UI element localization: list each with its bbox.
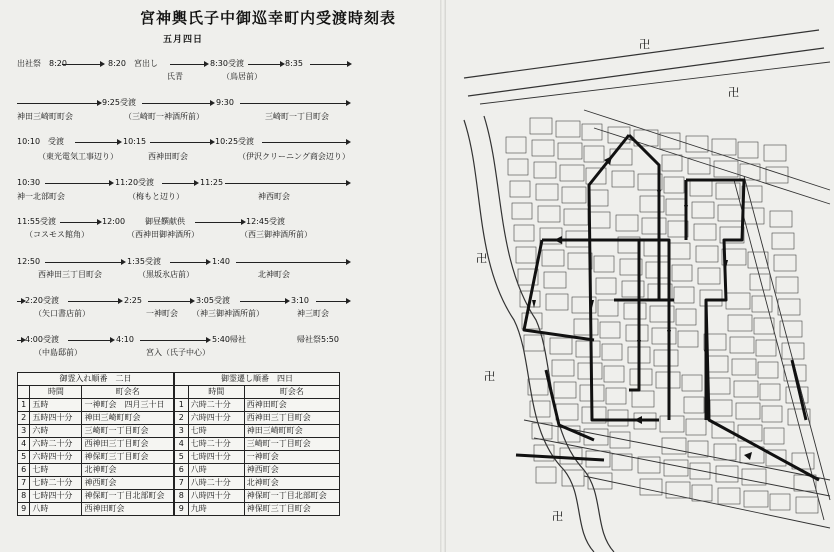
table-title: 御霊遷し順番 四日 — [175, 373, 340, 386]
map-block — [756, 340, 776, 356]
map-block — [698, 268, 720, 284]
page-subtitle: 五月四日 — [163, 35, 204, 45]
map-block — [744, 491, 768, 507]
schedule-entry: 8:20 宮出し — [108, 59, 158, 68]
schedule-entry: 氏青 — [167, 72, 183, 81]
schedule-entry: 12:50 — [17, 257, 41, 266]
schedule-entry: （黒坂氷店前） — [138, 270, 194, 279]
time-cell: 七時二十分 — [188, 438, 244, 451]
schedule-entry: 8:30受渡 — [210, 59, 244, 68]
table-row — [175, 451, 340, 464]
map-block — [558, 143, 582, 159]
table-row — [18, 412, 174, 425]
table-row — [175, 425, 340, 438]
map-block — [530, 118, 552, 134]
row-number: 2 — [175, 412, 189, 425]
map-block — [556, 121, 580, 137]
map-block — [538, 206, 560, 222]
row-number: 9 — [18, 503, 30, 516]
map-block — [726, 293, 750, 309]
map-block — [738, 142, 758, 158]
schedule-entry: （東光電気工事辺り） — [38, 152, 118, 161]
map-block — [512, 203, 532, 219]
schedule-entry: （神三御神酒所前） — [192, 309, 264, 318]
time-cell: 八時 — [30, 503, 82, 516]
table-row — [175, 438, 340, 451]
time-cell: 八時二十分 — [188, 477, 244, 490]
town-cell: 神西町会 — [244, 464, 339, 477]
timeline-arrow — [68, 301, 118, 302]
schedule-entry: 10:10 受渡 — [17, 137, 65, 146]
map-block — [672, 265, 692, 281]
map-block — [552, 360, 574, 376]
map-block — [516, 247, 536, 263]
map-block — [744, 208, 764, 224]
map-block — [674, 287, 694, 303]
temple-marker-icon: 卍 — [728, 86, 739, 99]
map-block — [776, 277, 798, 293]
row-number: 6 — [18, 464, 30, 477]
schedule-entry: 宮入（氏子中心） — [146, 348, 210, 357]
page-title: 宮神輿氏子中御巡幸町内受渡時刻表 — [140, 9, 397, 27]
row-number: 8 — [175, 490, 189, 503]
town-cell: 神保町三丁目町会 — [82, 451, 174, 464]
timeline-arrow — [45, 183, 109, 184]
town-cell: 一神町会 — [244, 451, 339, 464]
schedule-entry: 三崎町一丁目町会 — [265, 112, 329, 121]
town-cell: 三崎町一丁目町会 — [82, 425, 174, 438]
map-block — [652, 328, 676, 344]
map-block — [550, 338, 572, 354]
table-goryo-ire — [17, 372, 174, 516]
timeline-arrow — [225, 183, 346, 184]
map-block — [728, 315, 752, 331]
timeline-arrow — [17, 103, 97, 104]
schedule-entry: （西三御神酒所前） — [240, 230, 312, 239]
schedule-entry: 2:20受渡 — [25, 296, 59, 305]
map-block — [604, 366, 624, 382]
map-block — [708, 378, 730, 394]
map-block — [764, 428, 784, 444]
map-block — [666, 199, 686, 215]
schedule-entry: 神田三崎町町会 — [17, 112, 73, 121]
map-block — [524, 335, 544, 351]
schedule-entry: （コスモス館角） — [25, 230, 89, 239]
timeline-arrow — [150, 142, 210, 143]
town-cell: 北神町会 — [82, 464, 174, 477]
schedule-entry: （矢口書店前） — [34, 309, 90, 318]
map-block — [758, 362, 778, 378]
schedule-entry: 北神町会 — [258, 270, 290, 279]
time-cell: 六時四十分 — [188, 412, 244, 425]
timeline-arrow — [316, 301, 346, 302]
time-cell: 八時四十分 — [188, 490, 244, 503]
map-block — [678, 331, 698, 347]
timeline-arrow — [310, 64, 347, 65]
map-block — [752, 296, 772, 312]
map-block — [562, 187, 586, 203]
map-block — [584, 146, 604, 162]
map-block — [710, 400, 732, 416]
map-block — [730, 337, 754, 353]
row-number: 5 — [18, 451, 30, 464]
map-block — [554, 382, 576, 398]
table-header-blank — [175, 386, 189, 399]
town-cell: 西神田町会 — [244, 399, 339, 412]
row-number: 4 — [18, 438, 30, 451]
map-block — [616, 215, 638, 231]
temple-marker-icon: 卍 — [484, 370, 495, 383]
schedule-entry: 10:15 — [123, 137, 147, 146]
schedule-entry: 出社祭 8:20 — [17, 59, 67, 68]
time-cell: 五時 — [30, 399, 82, 412]
timeline-arrow — [162, 183, 194, 184]
time-cell: 八時 — [188, 464, 244, 477]
map-block — [574, 319, 598, 335]
time-cell: 九時 — [188, 503, 244, 516]
table-row — [175, 399, 340, 412]
table-goryo-utsushi — [174, 372, 340, 516]
map-block — [664, 177, 684, 193]
map-block — [696, 246, 718, 262]
map-block — [732, 359, 756, 375]
row-number: 3 — [175, 425, 189, 438]
row-number: 3 — [18, 425, 30, 438]
temple-marker-icon: 卍 — [476, 252, 487, 265]
table-row — [18, 477, 174, 490]
table-row — [18, 451, 174, 464]
map-block — [700, 290, 722, 306]
timeline-arrow — [240, 301, 285, 302]
map-block — [718, 488, 740, 504]
map-block — [750, 274, 770, 290]
schedule-entry: 1:40 — [212, 257, 230, 266]
map-block — [632, 391, 654, 407]
timeline-arrow — [142, 103, 210, 104]
table-row — [18, 425, 174, 438]
map-block — [626, 325, 648, 341]
row-number: 2 — [18, 412, 30, 425]
row-number: 8 — [18, 490, 30, 503]
map-block — [594, 256, 614, 272]
table-title: 御霊入れ順番 二日 — [18, 373, 174, 386]
schedule-entry: 一神町会 — [146, 309, 178, 318]
time-cell: 六時 — [30, 425, 82, 438]
table-row — [175, 412, 340, 425]
map-block — [642, 218, 666, 234]
map-block — [688, 158, 710, 174]
map-block — [608, 410, 628, 426]
map-block — [690, 180, 712, 196]
map-block — [796, 497, 818, 513]
map-block — [560, 448, 582, 464]
map-block — [514, 225, 534, 241]
schedule-entry: 3:05受渡 — [196, 296, 230, 305]
map-block — [684, 397, 704, 413]
table-header: 時間 — [188, 386, 244, 399]
timeline-arrow — [75, 142, 117, 143]
map-block — [544, 272, 566, 288]
map-block — [536, 467, 556, 483]
timeline-arrow — [62, 64, 100, 65]
schedule-entry: 10:30 — [17, 178, 41, 187]
map-block — [596, 278, 616, 294]
map-block — [762, 406, 782, 422]
row-number: 6 — [175, 464, 189, 477]
timeline-arrow — [17, 340, 21, 341]
map-block — [556, 404, 578, 420]
map-block — [764, 145, 786, 161]
schedule-entry: 神三町会 — [297, 309, 329, 318]
timeline-arrow — [170, 262, 206, 263]
town-cell: 西神田町会 — [82, 503, 174, 516]
map-block — [506, 137, 526, 153]
table-row — [175, 503, 340, 516]
map-block — [622, 281, 644, 297]
table-row — [175, 490, 340, 503]
map-block — [564, 209, 588, 225]
timeline-arrow — [170, 64, 204, 65]
route-map — [444, 0, 834, 552]
temple-marker-icon: 卍 — [552, 510, 563, 523]
timeline-arrow — [17, 301, 21, 302]
map-block — [560, 165, 584, 181]
time-cell: 七時 — [188, 425, 244, 438]
schedule-entry: 5:40帰社 — [212, 335, 246, 344]
timeline-arrow — [140, 340, 206, 341]
map-block — [734, 381, 758, 397]
map-block — [602, 344, 622, 360]
map-block — [774, 255, 796, 271]
town-cell: 神田三崎町町会 — [82, 412, 174, 425]
row-number: 7 — [18, 477, 30, 490]
town-cell: 西神田三丁目町会 — [82, 438, 174, 451]
map-block — [692, 485, 712, 501]
schedule-entry: 12:45受渡 — [246, 217, 286, 226]
map-block — [582, 124, 602, 140]
schedule-entry: 12:00 — [102, 217, 126, 226]
map-block — [770, 494, 790, 510]
town-cell: 三崎町一丁目町会 — [244, 438, 339, 451]
town-cell: 神保町三丁目町会 — [244, 503, 339, 516]
schedule-entry: 10:25受渡 — [215, 137, 255, 146]
map-block — [588, 190, 608, 206]
town-cell: 神保町一丁目北部町会 — [82, 490, 174, 503]
schedule-entry: 4:00受渡 — [25, 335, 59, 344]
map-block — [692, 202, 714, 218]
map-block — [714, 161, 738, 177]
map-block — [770, 211, 792, 227]
table-header-blank — [18, 386, 30, 399]
table-header: 町会名 — [244, 386, 339, 399]
row-number: 4 — [175, 438, 189, 451]
timeline-arrow — [236, 262, 346, 263]
map-block — [612, 171, 634, 187]
schedule-entry: 神西町会 — [258, 192, 290, 201]
map-block — [706, 356, 728, 372]
town-cell: 西神田三丁目町会 — [244, 412, 339, 425]
map-block — [576, 341, 600, 357]
timeline-arrow — [262, 142, 346, 143]
row-number: 7 — [175, 477, 189, 490]
map-block — [662, 438, 686, 454]
table-row — [175, 464, 340, 477]
schedule-entry: 11:25 — [200, 178, 224, 187]
schedule-entry: 3:10 — [291, 296, 309, 305]
timeline-arrow — [148, 301, 190, 302]
table-row — [175, 477, 340, 490]
map-block — [644, 240, 668, 256]
map-block — [534, 162, 556, 178]
map-block — [716, 183, 740, 199]
map-block — [542, 250, 564, 266]
row-number: 9 — [175, 503, 189, 516]
time-cell: 五時四十分 — [30, 412, 82, 425]
schedule-entry: 9:30 — [216, 98, 234, 107]
table-row — [18, 399, 174, 412]
town-cell: 一神町会 四月三十日 — [82, 399, 174, 412]
schedule-entry: 8:35 — [285, 59, 303, 68]
time-cell: 六時四十分 — [30, 451, 82, 464]
map-block — [536, 184, 558, 200]
map-block — [546, 294, 568, 310]
map-block — [630, 369, 652, 385]
map-block — [598, 300, 618, 316]
time-cell: 六時二十分 — [30, 438, 82, 451]
town-cell: 神西町会 — [82, 477, 174, 490]
schedule-entry: 御昼饌献供 — [145, 217, 185, 226]
row-number: 1 — [18, 399, 30, 412]
map-block — [660, 416, 684, 432]
time-cell: 七時二十分 — [30, 477, 82, 490]
schedule-entry: 帰社祭5:50 — [297, 335, 339, 344]
timeline-arrow — [240, 103, 346, 104]
map-block — [608, 127, 630, 143]
map-block — [600, 322, 620, 338]
table-row — [18, 438, 174, 451]
town-cell: 北神町会 — [244, 477, 339, 490]
map-block — [760, 384, 780, 400]
map-block — [782, 343, 804, 359]
town-cell: 神田三崎町町会 — [244, 425, 339, 438]
map-block — [670, 243, 690, 259]
schedule-entry: 1:35受渡 — [127, 257, 161, 266]
map-block — [590, 212, 610, 228]
table-row — [18, 490, 174, 503]
time-cell: 七時四十分 — [188, 451, 244, 464]
map-block — [662, 155, 682, 171]
time-cell: 七時 — [30, 464, 82, 477]
schedule-entry: 神一北部町会 — [17, 192, 65, 201]
timeline-arrow — [195, 222, 241, 223]
schedule-entry: （梅もと辺り） — [128, 192, 184, 201]
map-block — [718, 205, 742, 221]
table-header: 町会名 — [82, 386, 174, 399]
map-block — [694, 224, 716, 240]
map-block — [654, 350, 678, 366]
schedule-entry: 9:25受渡 — [102, 98, 136, 107]
schedule-entry: 11:55受渡 — [17, 217, 57, 226]
time-cell: 七時四十分 — [30, 490, 82, 503]
town-cell: 神保町一丁目北部町会 — [244, 490, 339, 503]
schedule-entry: （三崎町一神酒所前） — [124, 112, 204, 121]
temple-marker-icon: 卍 — [639, 38, 650, 51]
map-block — [624, 303, 646, 319]
map-block — [640, 479, 662, 495]
timeline-arrow — [68, 340, 110, 341]
map-block — [532, 140, 554, 156]
table-row — [18, 503, 174, 516]
map-block — [664, 460, 688, 476]
map-block — [510, 181, 530, 197]
map-block — [778, 299, 800, 315]
schedule-entry: （伊沢クリーニング商会辺り） — [238, 152, 350, 161]
schedule-entry: （西神田御神酒所） — [127, 230, 199, 239]
row-number: 1 — [175, 399, 189, 412]
schedule-entry: 西神田町会 — [148, 152, 188, 161]
time-cell: 六時二十分 — [188, 399, 244, 412]
schedule-entry: 11:20受渡 — [115, 178, 155, 187]
timeline-arrow — [60, 222, 97, 223]
timeline-arrow — [248, 64, 280, 65]
map-block — [606, 388, 626, 404]
timeline-arrow — [45, 262, 121, 263]
map-block — [676, 309, 696, 325]
map-block — [686, 419, 706, 435]
schedule-entry: 2:25 — [124, 296, 142, 305]
map-block — [682, 375, 702, 391]
table-row — [18, 464, 174, 477]
schedule-entry: （鳥居前） — [222, 72, 262, 81]
schedule-entry: （中島邸前） — [34, 348, 82, 357]
map-block — [508, 159, 528, 175]
map-block — [772, 233, 794, 249]
row-number: 5 — [175, 451, 189, 464]
schedule-entry: 4:10 — [116, 335, 134, 344]
table-header: 時間 — [30, 386, 82, 399]
map-block — [736, 403, 760, 419]
schedule-entry: 西神田三丁目町会 — [38, 270, 102, 279]
